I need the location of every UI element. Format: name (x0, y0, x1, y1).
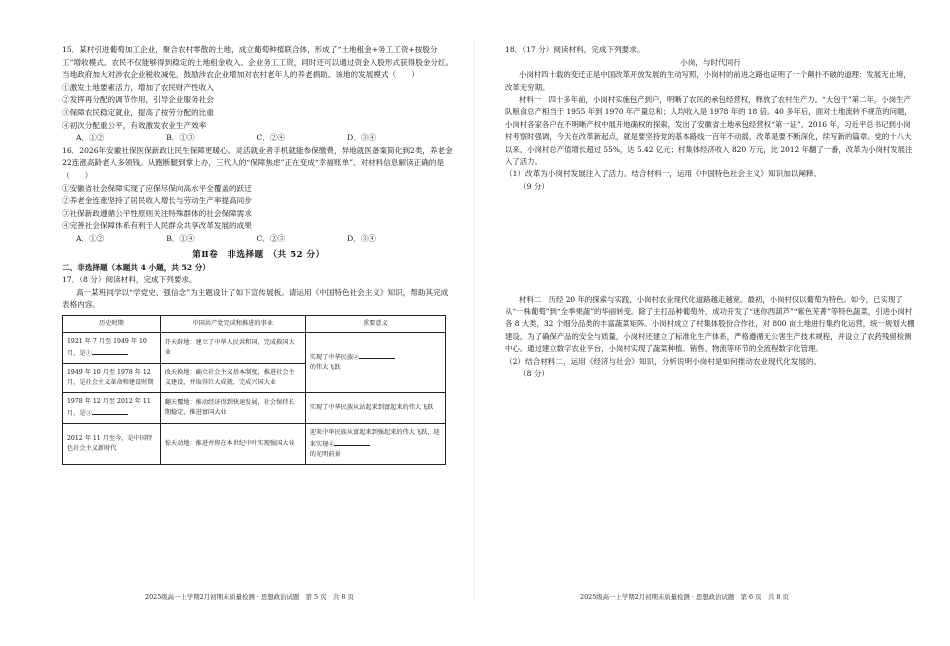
q16-item-3: ③社保新政遵循公平性原则关注特殊群体的社会保障需求 (62, 208, 252, 218)
table-cell-period (63, 332, 161, 363)
sub-question-1-score: （9 分） (519, 182, 550, 192)
article-title: 小岗，与时代同行 (680, 57, 741, 67)
table-cell-meaning (305, 423, 445, 464)
q15-item-2: ②发挥再分配的调节作用，引导企业服务社会 (62, 95, 214, 105)
question-17 (62, 262, 455, 465)
section-subtitle: 二、非选择题（本题共 4 小题，共 52 分） (62, 262, 210, 272)
q16-options (76, 233, 376, 246)
answer-space-1[interactable] (505, 194, 916, 294)
table-cell-period: 2012 年 11 月至今，是中国特色社会主义新时代 (63, 423, 161, 464)
question-18 (505, 44, 916, 69)
q16-option-c[interactable]: C．②③ (256, 233, 286, 243)
table-row (63, 392, 446, 423)
q16-stem: 16．2026年安徽社保医保新政让民生保障更暖心。灵活就业者手机就能参保缴费，异地就医备案简化到2类，养老金22连涨高龄老人多领钱。从跑断腿到掌上办，三代人的“保障焦虑”正在变成“幸福账单”。对材料信息解读正确的是（ ） (62, 145, 453, 180)
sub-question-2: （2）结合材料二，运用《经济与社会》知识，分析说明小岗村是如何推动农业现代化发展的。 (505, 356, 822, 366)
table-header: 中国共产党完成和推进的事业 (160, 315, 305, 332)
answer-blank-1[interactable] (92, 347, 128, 355)
meaning-text: 迎来中华民族从富起来到强起来的伟大飞跃，迎来实现④ (309, 428, 440, 448)
period-text: 1921 年 7 月至 1949 年 10 月，是① (67, 337, 147, 357)
question-16 (62, 145, 455, 246)
q16-option-b[interactable]: B．①④ (166, 233, 195, 243)
meaning-text: 实现了中华民族② (309, 354, 360, 362)
q18-intro: 小岗村四十载的变迁正是中国改革开放发展的生动写照，小岗村的前进之路也证明了一个颠扑不破的道理：发展无止境，改革无穷期。 (505, 70, 911, 92)
table-header: 历史时期 (63, 315, 161, 332)
answer-blank-4[interactable] (334, 438, 370, 446)
left-footer: 2025级高一上学期2月初期末质量检测 · 思想政治试题 第 5 页 共 8 页 (145, 593, 354, 601)
section-title: 第Ⅱ卷 非选择题 （共 52 分） (192, 249, 325, 260)
q17-stem: 高一某班同学以“学党史、强信念”为主题设计了如下宣传展板。请运用《中国特色社会主义》知识，帮助其完成表格内容。 (62, 287, 449, 310)
material-two: 材料二 历经 20 年的探索与实践，小岗村农业现代化道路越走越宽。最初，小岗村仅以葡萄为特色。如今，已实现了从“一株葡萄”到“全季果蔬”的华丽转变。除了主打品种葡萄外，成功开发了“迷你西葫芦”“紫色芜菁”等特色蔬菜，引进小岗村各 8 大类，32 个细分品类的丰富蔬菜矩阵。小岗村成立了村集体股份合作社，对 800 亩土地进行集约化运营，统一规划大棚建设。为了确保产品的安全与质量，小岗村还建立了标准化生产体系，严格遵循无公害生产技术规程，并设立了农药残留检测中心。通过建立数字农业平台，小岗村实现了蔬菜种植、销售、物流等环节的全流程数字化管理。 (505, 294, 915, 354)
answer-blank-2[interactable] (359, 351, 395, 359)
table-header: 重要意义 (305, 315, 445, 332)
q16-item-1: ①安徽省社会保障实现了应保尽保向高水平全覆盖的跃迁 (62, 183, 252, 193)
sub-question-1: （1）改革为小岗村发展注入了活力。结合材料一，运用《中国特色社会主义》知识加以阐释。 (505, 169, 822, 179)
period-text: 1978 年 12 月至 2012 年 11 月，是③ (67, 397, 151, 417)
right-footer: 2025级高一上学期2月初期末质量检测 · 思想政治试题 第 6 页 共 8 页 (580, 593, 789, 601)
q16-option-d[interactable]: D．③④ (347, 233, 376, 243)
q18-head: 18．（17 分）阅读材料，完成下列要求。 (505, 45, 645, 54)
q15-option-a[interactable]: A．①② (76, 133, 105, 143)
q16-option-a[interactable]: A．①② (76, 233, 105, 243)
q15-item-1: ①激发土地要素活力，增加了农民财产性收入 (62, 82, 214, 92)
q16-item-2: ②养老金连涨坚持了居民收入增长与劳动生产率提高同步 (62, 196, 252, 206)
material-one: 材料一 四十多年前，小岗村实施包产到户，明晰了农民的承包经营权，释放了农村生产力。“大包干”第二年，小岗生产队粮食总产相当于 1955 年到 1970 年产量总和；人均收入是 1978 年的 18 倍。40 多年后，面对土地流转不规范的问题，小岗村各家各户在不明晰产权中展开地确权的探索，发出了安徽省土地承包经营权“第一证”。2016 年，习近平总书记到小岗村考察时强调，今天在改革新起点，就是要坚持党的基本路线一百年不动摇，改革是要不断深化，续写新的篇章。党的十八大以来，小岗村总产值增长超过 55%，达 5.42 亿元；村集体经济收入 820 万元，比 2012 年翻了一番，改革为小岗村发展注入了活力。 (505, 95, 913, 167)
question-15 (62, 44, 455, 145)
q16-item-4: ④完善社会保障体系有利于人民群众共享改革发展的成果 (62, 221, 252, 231)
table-cell-cause: 惊天动地：推进并将在本世纪中叶实现强国大业 (160, 423, 305, 464)
table-row (63, 332, 446, 363)
table-cell-cause: 开天辟地：建立了中华人民共和国，完成救国大业 (160, 332, 305, 363)
q18-sub1 (505, 168, 916, 193)
history-table (62, 315, 446, 465)
right-page (475, 0, 950, 646)
sub-question-2-score: （8 分） (519, 369, 550, 379)
q15-option-b[interactable]: B．①③ (166, 133, 195, 143)
answer-blank-3[interactable] (92, 407, 128, 415)
table-cell-period: 1949 年 10 月至 1978 年 12 月，是社会主义革命和建设时期 (63, 363, 161, 392)
q18-sub2 (505, 356, 916, 381)
q15-item-4: ④初次分配重公平，有效激发农业生产效率 (62, 120, 207, 130)
q17-head: 17．（8 分）阅读材料，完成下列要求。 (62, 275, 197, 285)
q15-stem: 15．某村引进葡萄加工企业，聚合农村零散的土地，成立葡萄种植联合体，形成了“土地租金+务工工资+按股分工”增收模式。农民不仅能够得到稳定的土地租金收入、企业务工工资，同时还可以通过资金入股形式获得股金分红。当地政府加大对涉农企业税收减免，鼓励涉农企业增加对农村老年人的养老捐助。该地的发展模式（ ） (62, 45, 454, 80)
q15-option-c[interactable]: C．②④ (256, 133, 286, 143)
meaning-tail: 的伟大飞跃 (309, 364, 341, 372)
table-header-row (63, 315, 446, 332)
meaning-tail: 的光明前景 (309, 450, 341, 458)
q18-materials-2 (505, 294, 916, 356)
table-cell-cause: 改天换地：确立社会主义基本制度，推进社会主义建设，并取得巨大成就，完成兴国大业 (160, 363, 305, 392)
q15-option-d[interactable]: D．③④ (347, 133, 376, 143)
q15-options (76, 132, 376, 145)
q15-item-3: ③保障农民稳定就业，提高了按劳分配的比重 (62, 107, 214, 117)
table-cell-meaning: 实现了中华民族从站起来到富起来的伟大飞跃 (305, 392, 445, 423)
q18-materials-1 (505, 69, 916, 168)
table-cell-meaning (305, 332, 445, 392)
table-row (63, 423, 446, 464)
table-cell-period (63, 392, 161, 423)
table-cell-cause: 翻天覆地：推动经济得到快速发展，社会保持长期稳定，推进富国大业 (160, 392, 305, 423)
